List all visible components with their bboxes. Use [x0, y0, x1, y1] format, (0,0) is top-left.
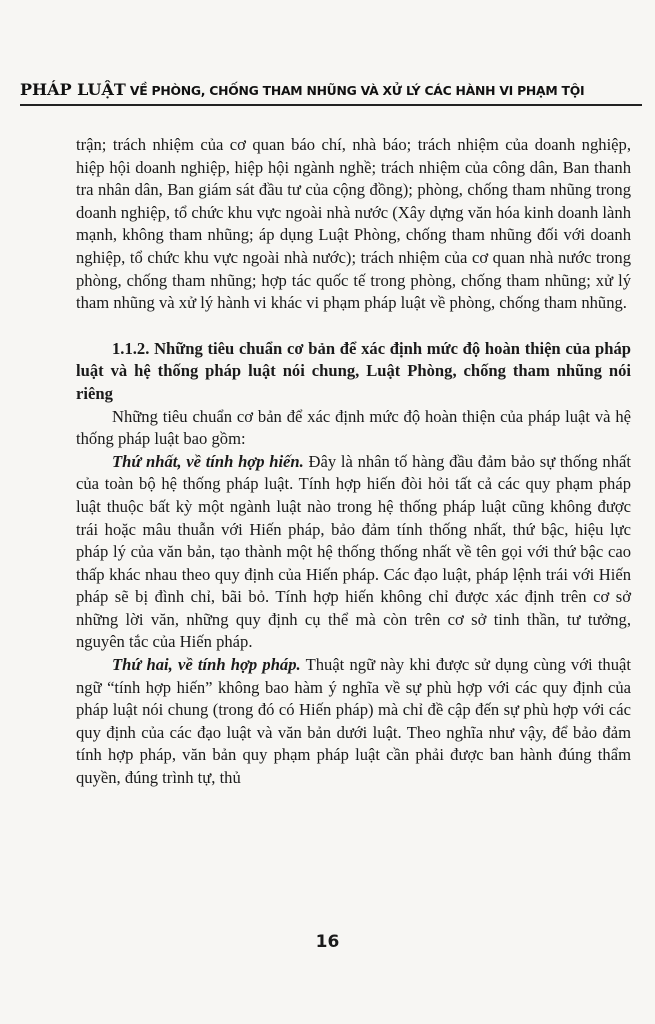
running-header-subtitle: VỀ PHÒNG, CHỐNG THAM NHŨNG VÀ XỬ LÝ CÁC HÀNH VI PHẠM TỘI	[125, 83, 585, 98]
paragraph-3-lead: Thứ nhất, về tính hợp hiến.	[112, 451, 304, 471]
paragraph-3	[76, 451, 631, 654]
paragraph-4-lead: Thứ hai, về tính hợp pháp.	[112, 655, 301, 675]
section-heading: 1.1.2. Những tiêu chuẩn cơ bản để xác định mức độ hoàn thiện của pháp luật và hệ thống pháp luật nói chung, Luật Phòng, chống tham nhũng nói riêng	[76, 338, 631, 403]
paragraph-2: Những tiêu chuẩn cơ bản để xác định mức độ hoàn thiện của pháp luật và hệ thống pháp luật bao gồm:	[76, 406, 631, 449]
page-body	[76, 134, 631, 790]
paragraph-4-text: Thuật ngữ này khi được sử dụng cùng với thuật ngữ “tính hợp hiến” không bao hàm ý nghĩa về sự phù hợp với các quy định của pháp luật nói chung (trong đó có Hiến pháp) mà chỉ đề cập đến sự phù hợp với các quy định của các đạo luật và văn bản dưới luật. Theo nghĩa như vậy, để bảo đảm tính hợp pháp, văn bản quy phạm pháp luật cần phải được ban hành đúng thẩm quyền, đúng trình tự, thủ	[76, 655, 631, 788]
header-rule	[20, 104, 642, 106]
paragraph-3-text: Đây là nhân tố hàng đầu đảm bảo sự thống nhất của toàn bộ hệ thống pháp luật. Tính hợp hiến đòi hỏi tất cả các quy phạm pháp luật thuộc bất kỳ một ngành luật nào trong hệ thống pháp luật cũng không được trái hoặc mâu thuẫn với Hiến pháp, bảo đảm tính thống nhất, thứ bậc, hiệu lực pháp lý của văn bản, tạo thành một hệ thống thống nhất về tên gọi với thứ bậc cao thấp khác nhau theo quy định của Hiến pháp. Các đạo luật, pháp lệnh trái với Hiến pháp sẽ bị đình chỉ, bãi bỏ. Tính hợp hiến không chỉ được xác định trên cơ sở những lời văn, những quy định cụ thể mà còn trên cơ sở tinh thần, tư tưởng, nguyên tắc của Hiến pháp.	[76, 451, 631, 652]
paragraph-4	[76, 654, 631, 790]
running-header	[20, 80, 642, 99]
page-number: 16	[315, 932, 340, 952]
running-header-title: PHÁP LUẬT	[20, 80, 126, 99]
paragraph-1: trận; trách nhiệm của cơ quan báo chí, nhà báo; trách nhiệm của doanh nghiệp, hiệp hội doanh nghiệp, hiệp hội ngành nghề; trách nhiệm của công dân, Ban thanh tra nhân dân, Ban giám sát đầu tư của cộng đồng); phòng, chống tham nhũng trong doanh nghiệp, tổ chức khu vực ngoài nhà nước (Xây dựng văn hóa kinh doanh lành mạnh, không tham nhũng; áp dụng Luật Phòng, chống tham nhũng đối với doanh nghiệp, tổ chức khu vực ngoài nhà nước); trách nhiệm của cơ quan nhà nước trong phòng, chống tham nhũng; hợp tác quốc tế trong phòng, chống tham nhũng; xử lý tham nhũng và xử lý hành vi khác vi phạm pháp luật về phòng, chống tham nhũng.	[76, 135, 631, 313]
